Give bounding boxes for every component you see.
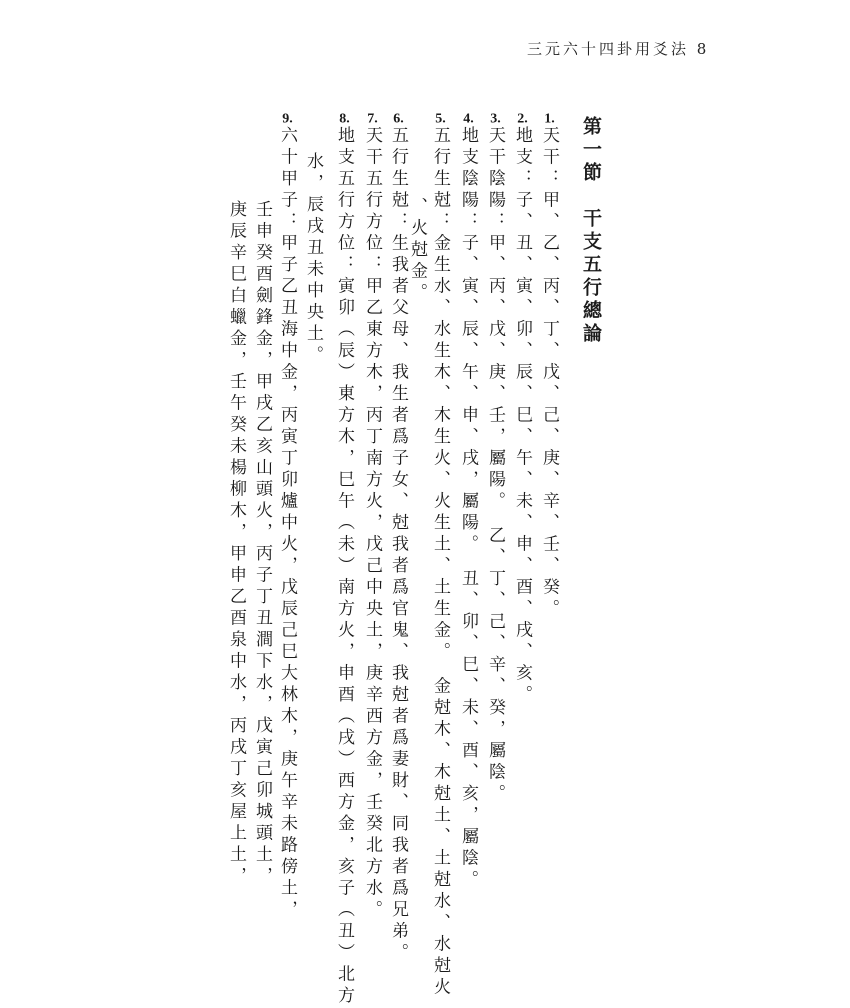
paragraph-text: 天干五行方位：甲乙東方木，丙丁南方火，戊己中央土，庚辛西方金，壬癸北方水。 [362, 126, 382, 922]
paragraph-number: 1. [544, 112, 555, 126]
paragraph-text: 地支陰陽：子、寅、辰、午、申、戌，屬陽。 丑、卯、巳、未、酉、亥，屬陰。 [458, 126, 478, 892]
paragraph-5-continuation: 、火尅金。 [407, 197, 427, 305]
paragraph-text: 地支：子、丑、寅、卯、辰、巳、午、未、申、酉、戌、亥。 [512, 126, 532, 707]
paragraph-number: 6. [393, 112, 404, 126]
paragraph-number: 7. [367, 112, 378, 126]
paragraph-number: 2. [517, 112, 528, 126]
paragraph-text: 六十甲子：甲子乙丑海中金，丙寅丁卯爐中火，戊辰己巳大林木，庚午辛未路傍土， [277, 126, 297, 922]
paragraph-1 [538, 112, 560, 621]
paragraph-9-continuation-1: 壬申癸酉劍鋒金，甲戌乙亥山頭火，丙子丁丑澗下水，戊寅己卯城頭土， [252, 200, 272, 888]
running-head: 三元六十四卦用爻法 8 [527, 40, 710, 58]
paragraph-5 [429, 112, 451, 999]
paragraph-2 [511, 112, 533, 707]
paragraph-text: 天干陰陽：甲、丙、戊、庚、壬，屬陽。 乙、丁、己、辛、癸，屬陰。 [485, 126, 505, 806]
paragraph-9-continuation-2: 庚辰辛巳白蠟金，壬午癸未楊柳木，甲申乙酉泉中水，丙戌丁亥屋上土， [226, 200, 246, 888]
paragraph-8 [333, 112, 355, 1008]
paragraph-text: 五行生尅：生我者父母、我生者爲子女、尅我者爲官鬼、我尅者爲妻財、同我者爲兄弟。 [388, 126, 408, 965]
paragraph-text: 天干：甲、乙、丙、丁、戊、己、庚、辛、壬、癸。 [539, 126, 559, 621]
paragraph-number: 9. [282, 112, 293, 126]
section-heading: 第一節 干支五行總論 [580, 116, 602, 346]
paragraph-number: 8. [339, 112, 350, 126]
paragraph-8-continuation: 水，辰戌丑未中央土。 [303, 152, 323, 367]
paragraph-3 [484, 112, 506, 806]
paragraph-number: 5. [435, 112, 446, 126]
paragraph-6 [387, 112, 409, 965]
paragraph-7 [361, 112, 383, 922]
paragraph-number: 3. [490, 112, 501, 126]
paragraph-text: 地支五行方位：寅卯（辰）東方木，巳午（未）南方火，申酉（戌）西方金，亥子（丑）北方 [334, 126, 354, 1008]
paragraph-9 [276, 112, 298, 922]
paragraph-number: 4. [463, 112, 474, 126]
paragraph-4 [457, 112, 479, 892]
paragraph-text: 五行生尅：金生水、水生木、木生火、火生土、土生金。 金尅木、木尅土、土尅水、水尅火 [430, 126, 450, 999]
